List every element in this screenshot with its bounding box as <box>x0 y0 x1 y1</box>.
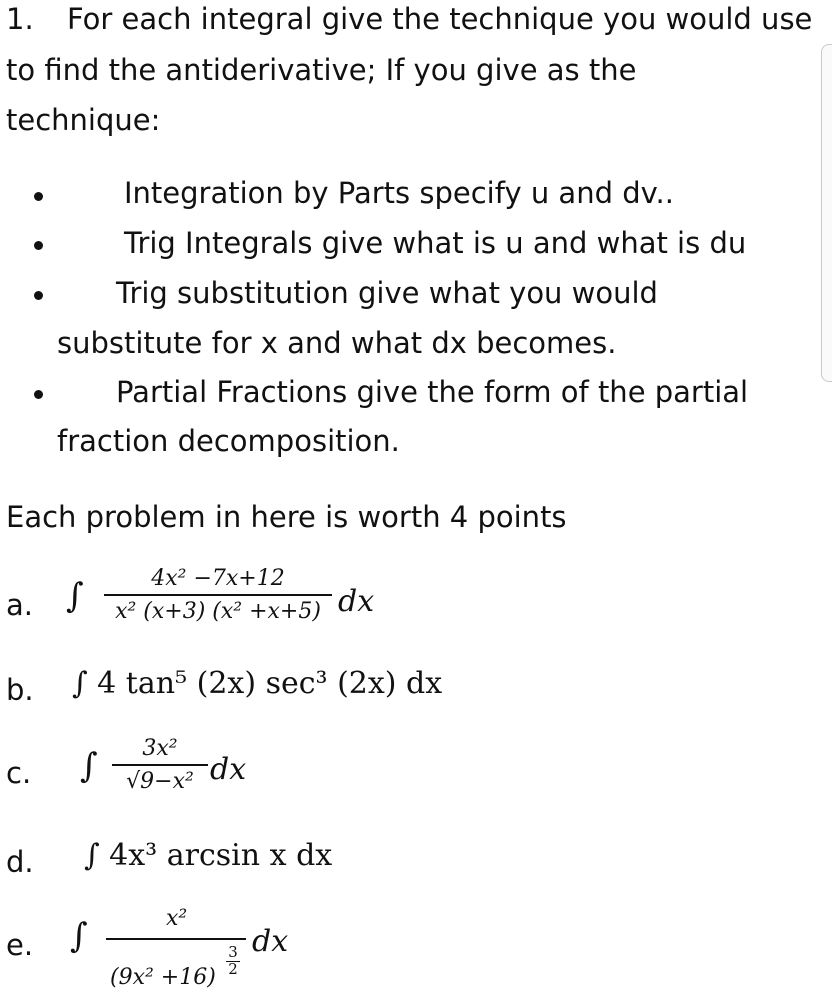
problem-a-label: a. <box>6 588 33 622</box>
bullet-partial-fractions-cont: fraction decomposition. <box>57 424 400 458</box>
fraction-bar <box>112 764 208 766</box>
bullet-partial-fractions: Partial Fractions give the form of the partial <box>116 375 749 409</box>
problem-c-label: c. <box>6 756 32 790</box>
problem-c-differential: dx <box>210 752 247 787</box>
problem-a-denominator: x² (x+3) (x² +x+5) <box>115 598 321 624</box>
bullet-trig-substitution-cont: substitute for x and what dx becomes. <box>57 326 617 360</box>
problem-c-numerator: 3x² <box>142 736 178 761</box>
problem-d-expression: ∫ 4x³ arcsin x dx <box>84 838 333 873</box>
points-note: Each problem in here is worth 4 points <box>6 500 567 534</box>
problem-b-label: b. <box>6 673 34 707</box>
bullet-trig-substitution: Trig substitution give what you would <box>116 276 658 310</box>
integral-sign: ∫ <box>80 746 98 786</box>
problem-e-denominator: (9x² +16) <box>110 965 216 990</box>
problem-a-numerator: 4x² −7x+12 <box>151 566 285 591</box>
question-number: 1. <box>6 2 34 36</box>
problem-e-label: e. <box>6 928 34 962</box>
question-line-3: technique: <box>6 103 161 137</box>
bullet-dot <box>34 192 43 201</box>
fraction-bar <box>106 938 246 940</box>
integral-sign: ∫ <box>70 916 88 956</box>
problem-a-differential: dx <box>338 584 375 619</box>
bullet-trig-integrals: Trig Integrals give what is u and what is du <box>124 226 747 260</box>
exponent-numerator: 3 <box>228 943 238 961</box>
problem-d-label: d. <box>6 845 34 879</box>
bullet-dot <box>34 241 43 250</box>
bullet-dot <box>34 390 43 399</box>
problem-e-numerator: x² <box>166 906 188 931</box>
problem-c-denominator: √9−x² <box>126 768 194 794</box>
scrollbar[interactable] <box>821 44 832 382</box>
problem-e-differential: dx <box>252 924 289 959</box>
bullet-integration-by-parts: Integration by Parts specify u and dv.. <box>124 176 674 210</box>
problem-c-fraction <box>112 736 208 794</box>
fraction-bar <box>104 594 332 596</box>
exponent-denominator: 2 <box>228 959 238 978</box>
bullet-dot <box>34 291 43 300</box>
problem-b-expression: ∫ 4 tan⁵ (2x) sec³ (2x) dx <box>72 666 443 701</box>
question-line-2: to find the antiderivative; If you give as the <box>6 53 637 87</box>
problem-a-fraction <box>104 566 332 624</box>
problem-e-exponent <box>226 945 240 978</box>
integral-sign: ∫ <box>66 576 84 616</box>
question-line-1: For each integral give the technique you would use <box>67 2 813 36</box>
